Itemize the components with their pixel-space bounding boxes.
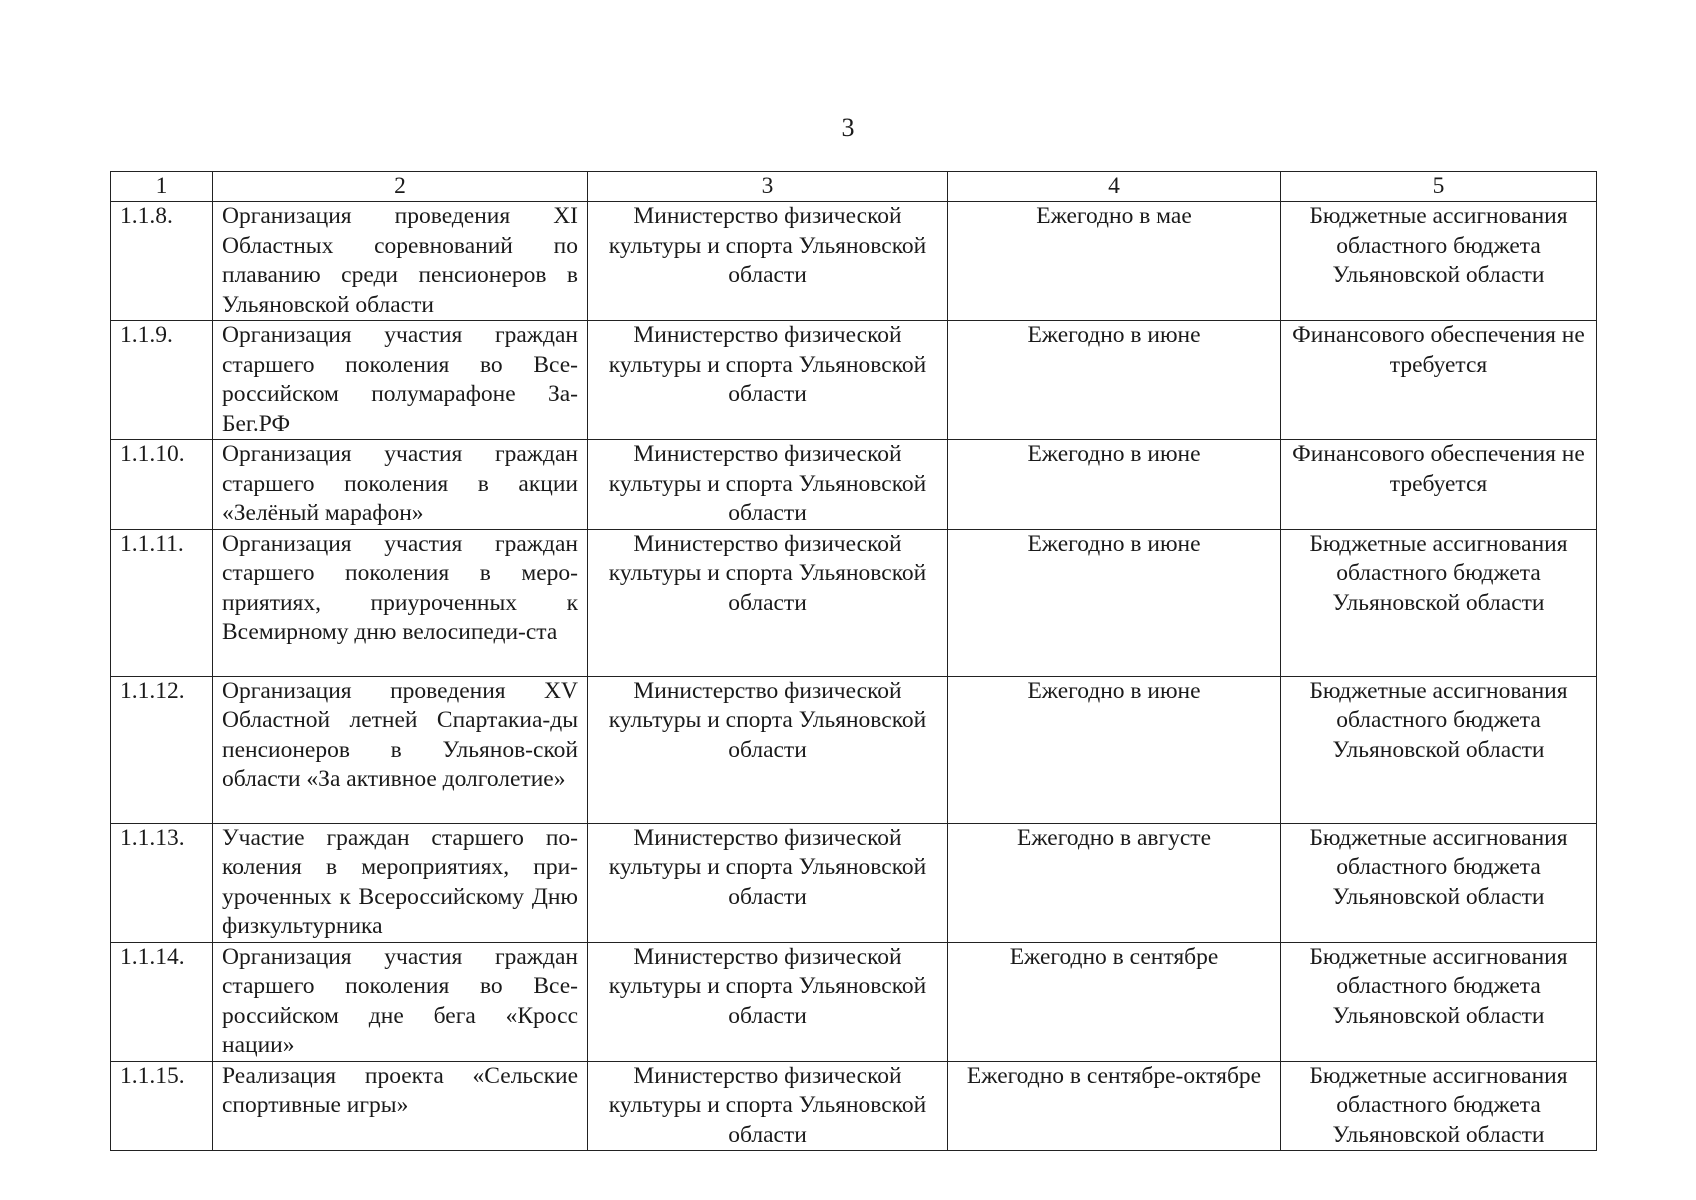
term: Ежегодно в сентябре <box>948 942 1281 1061</box>
executor: Министерство физической культуры и спорта Ульяновской области <box>588 676 948 823</box>
column-header-4: 4 <box>948 172 1281 202</box>
financing: Бюджетные ассигнования областного бюджета Ульяновской области <box>1281 1061 1597 1151</box>
row-number: 1.1.8. <box>111 202 213 321</box>
table-row <box>111 942 1597 1061</box>
row-number: 1.1.13. <box>111 823 213 942</box>
activity-name: Участие граждан старшего по-коления в мероприятиях, при-уроченных к Всероссийскому Дню физкультурника <box>213 823 588 942</box>
financing: Финансового обеспечения не требуется <box>1281 321 1597 440</box>
executor: Министерство физической культуры и спорта Ульяновской области <box>588 202 948 321</box>
table-row <box>111 676 1597 823</box>
column-header-2: 2 <box>213 172 588 202</box>
table-row <box>111 440 1597 530</box>
table-row <box>111 1061 1597 1151</box>
activities-table <box>110 171 1597 1151</box>
term: Ежегодно в июне <box>948 676 1281 823</box>
financing: Бюджетные ассигнования областного бюджета Ульяновской области <box>1281 942 1597 1061</box>
term: Ежегодно в июне <box>948 529 1281 676</box>
activity-name: Организация участия граждан старшего поколения в акции «Зелёный марафон» <box>213 440 588 530</box>
term: Ежегодно в мае <box>948 202 1281 321</box>
column-header-5: 5 <box>1281 172 1597 202</box>
term: Ежегодно в сентябре-октябре <box>948 1061 1281 1151</box>
activity-name: Организация участия граждан старшего поколения во Все-российском полумарафоне За-Бег.РФ <box>213 321 588 440</box>
table-row <box>111 529 1597 676</box>
activity-name: Организация проведения XI Областных соревнований по плаванию среди пенсионеров в Ульяновской области <box>213 202 588 321</box>
financing: Бюджетные ассигнования областного бюджета Ульяновской области <box>1281 202 1597 321</box>
executor: Министерство физической культуры и спорта Ульяновской области <box>588 1061 948 1151</box>
page-number: 3 <box>841 113 855 142</box>
activity-name: Организация участия граждан старшего поколения во Все-российском дне бега «Кросс нации» <box>213 942 588 1061</box>
table-row <box>111 823 1597 942</box>
financing: Бюджетные ассигнования областного бюджета Ульяновской области <box>1281 529 1597 676</box>
financing: Бюджетные ассигнования областного бюджета Ульяновской области <box>1281 676 1597 823</box>
term: Ежегодно в июне <box>948 440 1281 530</box>
activity-name: Организация проведения XV Областной летней Спартакиа-ды пенсионеров в Ульянов-ской области «За активное долголетие» <box>213 676 588 823</box>
activity-name: Реализация проекта «Сельские спортивные игры» <box>213 1061 588 1151</box>
executor: Министерство физической культуры и спорта Ульяновской области <box>588 529 948 676</box>
column-header-3: 3 <box>588 172 948 202</box>
row-number: 1.1.12. <box>111 676 213 823</box>
financing: Финансового обеспечения не требуется <box>1281 440 1597 530</box>
row-number: 1.1.14. <box>111 942 213 1061</box>
table-row <box>111 321 1597 440</box>
executor: Министерство физической культуры и спорта Ульяновской области <box>588 440 948 530</box>
financing: Бюджетные ассигнования областного бюджета Ульяновской области <box>1281 823 1597 942</box>
activity-name: Организация участия граждан старшего поколения в меро-приятиях, приуроченных к Всемирному дню велосипеди-ста <box>213 529 588 676</box>
row-number: 1.1.10. <box>111 440 213 530</box>
header-row <box>111 172 1597 202</box>
table-row <box>111 202 1597 321</box>
executor: Министерство физической культуры и спорта Ульяновской области <box>588 942 948 1061</box>
term: Ежегодно в июне <box>948 321 1281 440</box>
row-number: 1.1.15. <box>111 1061 213 1151</box>
column-header-1: 1 <box>111 172 213 202</box>
row-number: 1.1.11. <box>111 529 213 676</box>
row-number: 1.1.9. <box>111 321 213 440</box>
term: Ежегодно в августе <box>948 823 1281 942</box>
executor: Министерство физической культуры и спорта Ульяновской области <box>588 321 948 440</box>
executor: Министерство физической культуры и спорта Ульяновской области <box>588 823 948 942</box>
